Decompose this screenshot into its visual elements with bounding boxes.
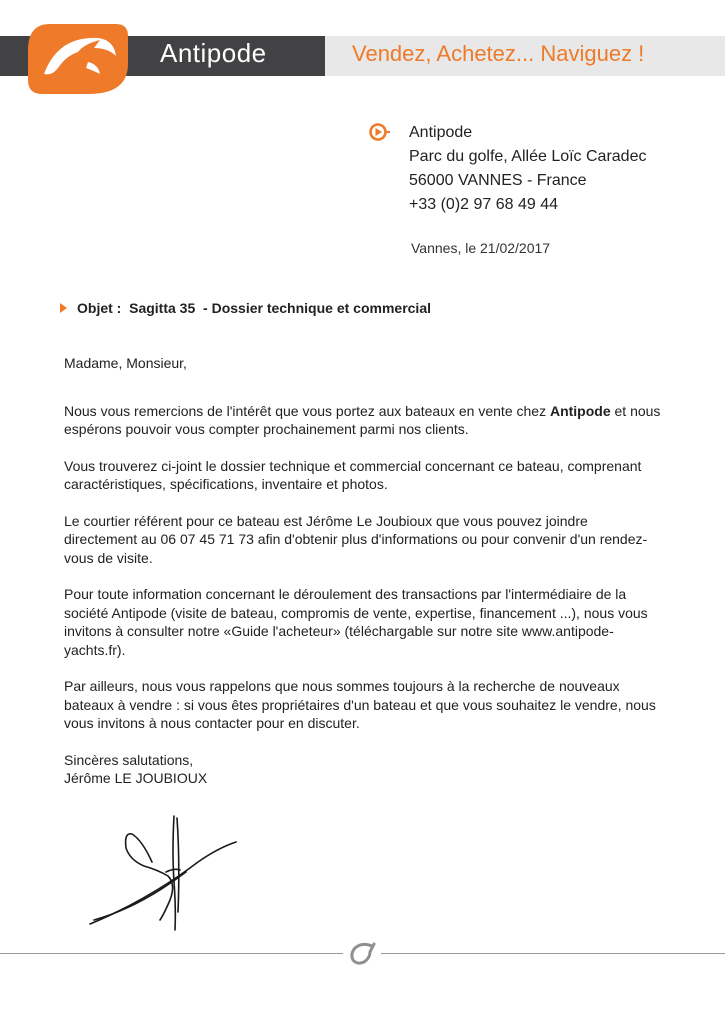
company-name-bold: Antipode bbox=[549, 402, 611, 419]
sender-address bbox=[409, 121, 646, 217]
closing: Sincères salutations, bbox=[64, 751, 194, 768]
dolphin-logo-icon bbox=[28, 22, 128, 94]
letter-date: Vannes, le 21/02/2017 bbox=[411, 240, 551, 256]
greeting: Madame, Monsieur, bbox=[64, 355, 187, 371]
play-circle-icon bbox=[368, 121, 390, 143]
signatory-name: Jérôme LE JOUBIOUX bbox=[64, 770, 208, 786]
letter-body bbox=[64, 354, 664, 788]
paragraph-thanks-text-end: et nous espérons pouvoir vous compter prochainement parmi nos clients. bbox=[64, 402, 661, 437]
arrow-right-icon bbox=[60, 303, 67, 313]
footer-divider-right bbox=[381, 953, 725, 954]
sender-phone: +33 (0)2 97 68 49 44 bbox=[409, 196, 559, 213]
paragraph-guide: Pour toute information concernant le déroulement des transactions par l'intermédiaire de la société Antipode (visite de bateau, compromis de vente, expertise, financement ...), nous vous invitons à consulter notre «Guide l'acheteur» (téléchargable sur notre site www.antipode-yachts.fr). bbox=[64, 586, 648, 658]
subject-line bbox=[60, 300, 431, 316]
handwritten-signature bbox=[88, 812, 240, 932]
paragraph-thanks bbox=[64, 402, 664, 439]
tagline: Vendez, Achetez... Naviguez ! bbox=[352, 41, 645, 66]
paragraph-seeking-boats: Par ailleurs, nous vous rappelons que nous sommes toujours à la recherche de nouveaux bateaux à vendre : si vous êtes propriétaires d'un bateau et que vous souhaitez le vendre, nous vous invitons à nous contacter pour en discuter. bbox=[64, 678, 656, 731]
brand-name: Antipode bbox=[160, 38, 267, 68]
sender-street: Parc du golfe, Allée Loïc Caradec bbox=[409, 148, 647, 165]
swirl-logo-icon bbox=[348, 940, 376, 968]
footer-divider-left bbox=[0, 953, 343, 954]
subject-text: Objet : Sagitta 35 - Dossier technique et commercial bbox=[77, 300, 431, 316]
sender-city: 56000 VANNES - France bbox=[409, 172, 587, 189]
paragraph-broker: Le courtier référent pour ce bateau est Jérôme Le Joubioux que vous pouvez joindre directement au 06 07 45 71 73 afin d'obtenir plus d'informations ou pour convenir d'un rendez-vous de visite. bbox=[64, 512, 648, 566]
sender-name: Antipode bbox=[409, 124, 473, 141]
paragraph-thanks-text: Nous vous remercions de l'intérêt que vous portez aux bateaux en vente chez bbox=[64, 402, 550, 419]
paragraph-attachment: Vous trouverez ci-joint le dossier technique et commercial concernant ce bateau, comprenant caractéristiques, spécifications, inventaire et photos. bbox=[64, 457, 642, 492]
